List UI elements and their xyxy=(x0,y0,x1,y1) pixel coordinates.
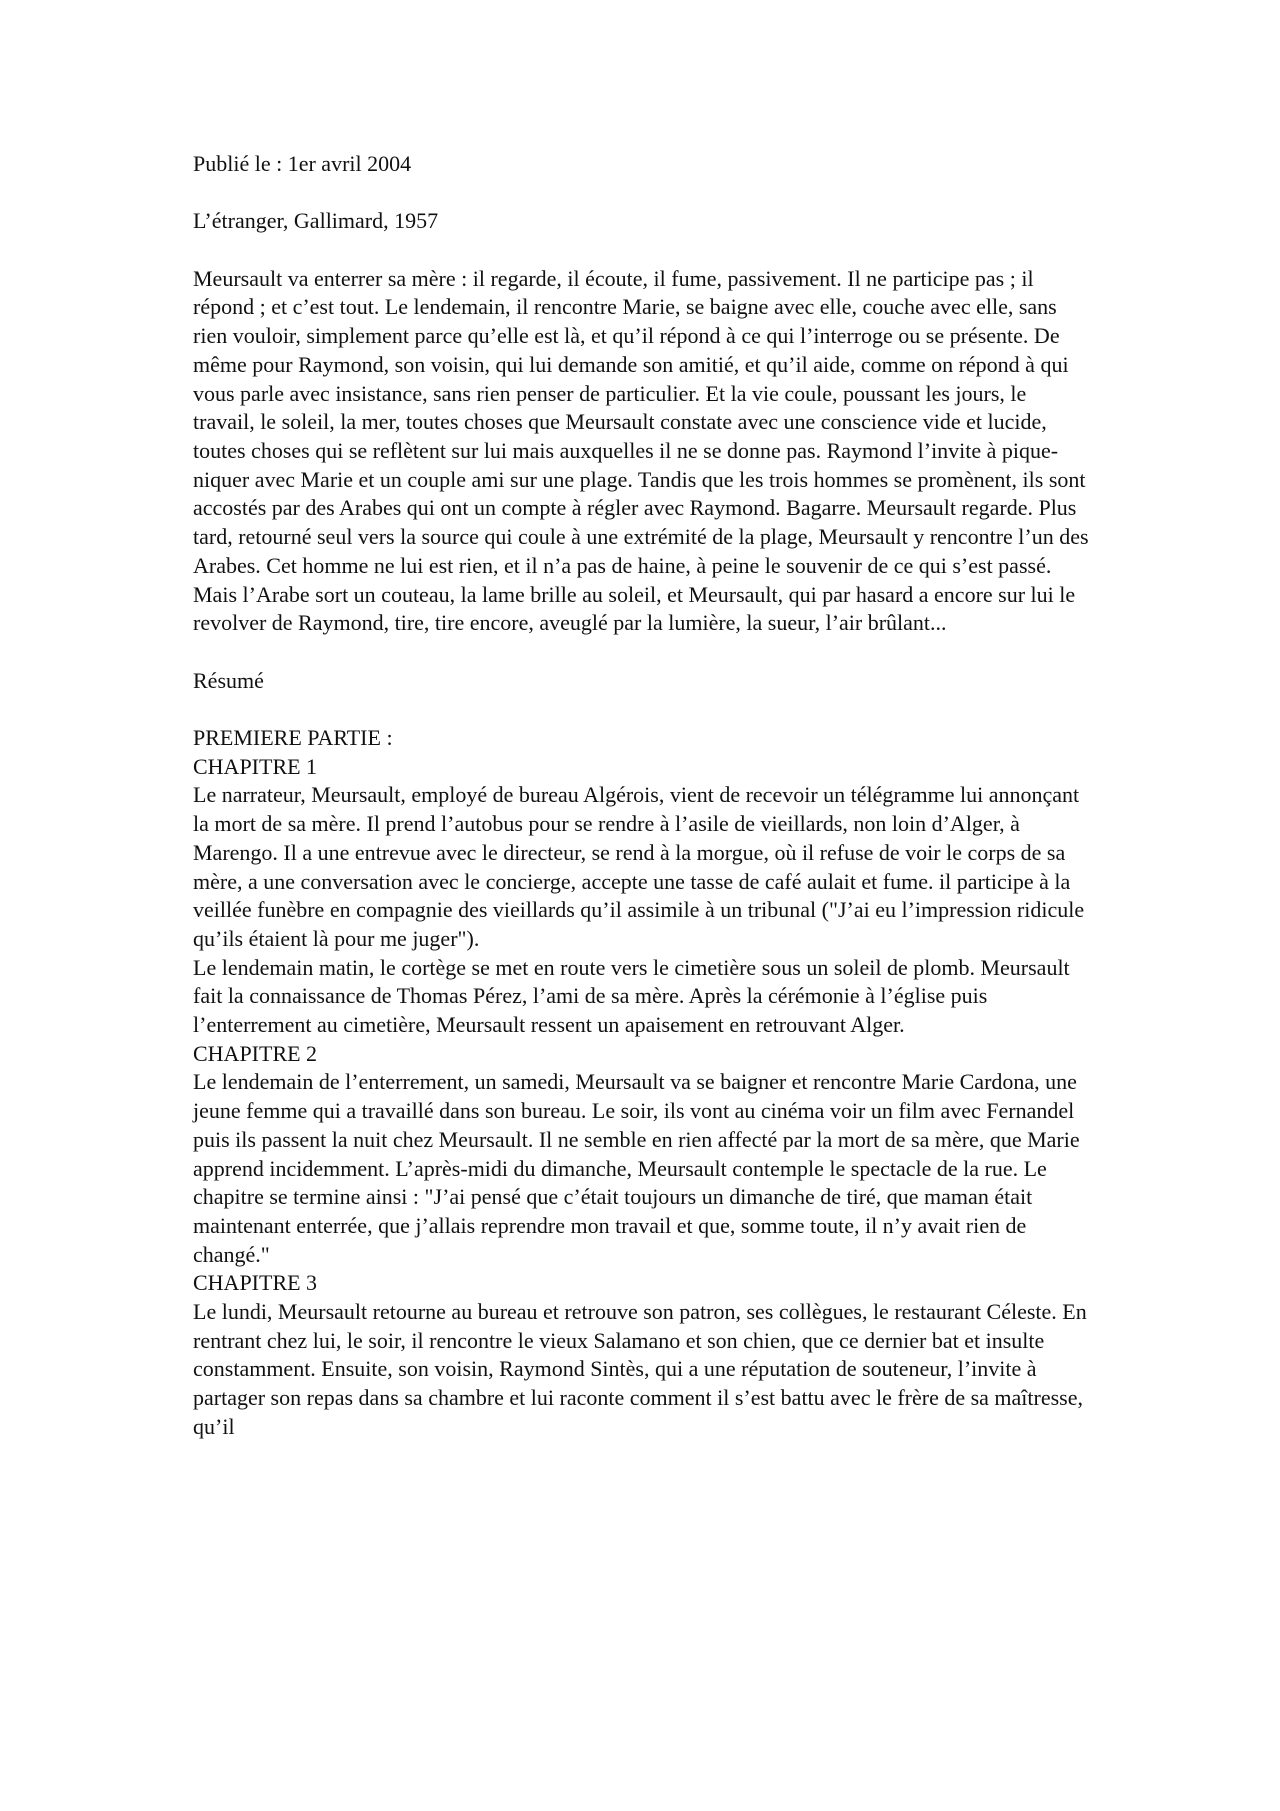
chapter-2-title: CHAPITRE 2 xyxy=(193,1040,318,1066)
resume-heading: Résumé xyxy=(193,667,264,693)
chapter-1-paragraph-2: Le lendemain matin, le cortège se met en route vers le cimetière sous un soleil de plomb. Meursault fait la connaissance de Thomas Pérez, l’ami de sa mère. Après la cérémonie à l’église puis l’enterrement au cimetière, Meursault ressent un apaisement en retrouvant Alger. xyxy=(193,954,1070,1038)
spacer xyxy=(193,638,1093,667)
book-reference: L’étranger, Gallimard, 1957 xyxy=(193,208,439,234)
intro-paragraph: Meursault va enterrer sa mère : il regarde, il écoute, il fume, passivement. Il ne participe pas ; il répond ; et c’est tout. Le lendemain, il rencontre Marie, se baigne avec elle, couche avec elle, sans rien vouloir, simplement parce qu’elle est là, et qu’il répond à ce qui l’interroge ou se présente. De même pour Raymond, son voisin, qui lui demande son amitié, et qu’il aide, comme on répond à qui vous parle avec insistance, sans rien penser de particulier. Et la vie coule, poussant les jours, le travail, le soleil, la mer, toutes choses que Meursault constate avec une conscience vide et lucide, toutes choses qui se reflètent sur lui mais auxquelles il ne se donne pas. Raymond l’invite à pique-niquer avec Marie et un couple ami sur une plage. Tandis que les trois hommes se promènent, ils sont accostés par des Arabes qui ont un compte à régler avec Raymond. Bagarre. Meursault regarde. Plus tard, retourné seul vers la source qui coule à une extrémité de la plage, Meursault y rencontre l’un des Arabes. Cet homme ne lui est rien, et il n’a pas de haine, à peine le souvenir de ce qui s’est passé. Mais l’Arabe sort un couteau, la lame brille au soleil, et Meursault, qui par hasard a encore sur lui le revolver de Raymond, tire, tire encore, aveuglé par la lumière, la sueur, l’air brûlant... xyxy=(193,265,1089,636)
chapter-2-paragraph-1: Le lendemain de l’enterrement, un samedi, Meursault va se baigner et rencontre Marie Cardona, une jeune femme qui a travaillé dans son bureau. Le soir, ils vont au cinéma voir un film avec Fernandel puis ils passent la nuit chez Meursault. Il ne semble en rien affecté par la mort de sa mère, que Marie apprend incidemment. L’après-midi du dimanche, Meursault contemple le spectacle de la rue. Le chapitre se termine ainsi : "J’ai pensé que c’était toujours un dimanche de tiré, que maman était maintenant enterrée, que j’allais reprendre mon travail et que, somme toute, il n’y avait rien de changé." xyxy=(193,1069,1080,1267)
chapter-3-title: CHAPITRE 3 xyxy=(193,1270,318,1296)
spacer xyxy=(193,695,1093,724)
chapter-3-paragraph-1: Le lundi, Meursault retourne au bureau et retrouve son patron, ses collègues, le restaurant Céleste. En rentrant chez lui, le soir, il rencontre le vieux Salamano et son chien, que ce dernier bat et insulte constamment. Ensuite, son voisin, Raymond Sintès, qui a une réputation de souteneur, l’invite à partager son repas dans sa chambre et lui raconte comment il s’est battu avec le frère de sa maîtresse, qu’il xyxy=(193,1299,1087,1439)
spacer xyxy=(193,179,1093,208)
spacer xyxy=(193,236,1093,265)
chapter-1-paragraph-1: Le narrateur, Meursault, employé de bureau Algérois, vient de recevoir un télégramme lui annonçant la mort de sa mère. Il prend l’autobus pour se rendre à l’asile de vieillards, non loin d’Alger, à Marengo. Il a une entrevue avec le directeur, se rend à la morgue, où il refuse de voir le corps de sa mère, a une conversation avec le concierge, accepte une tasse de café aulait et fume. il participe à la veillée funèbre en compagnie des vieillards qu’il assimile à un tribunal ("J’ai eu l’impression ridicule qu’ils étaient là pour me juger"). xyxy=(193,782,1085,951)
publication-date: Publié le : 1er avril 2004 xyxy=(193,151,412,176)
chapter-1-title: CHAPITRE 1 xyxy=(193,753,318,779)
document-page xyxy=(193,150,1093,1442)
part-heading: PREMIERE PARTIE : xyxy=(193,725,393,750)
